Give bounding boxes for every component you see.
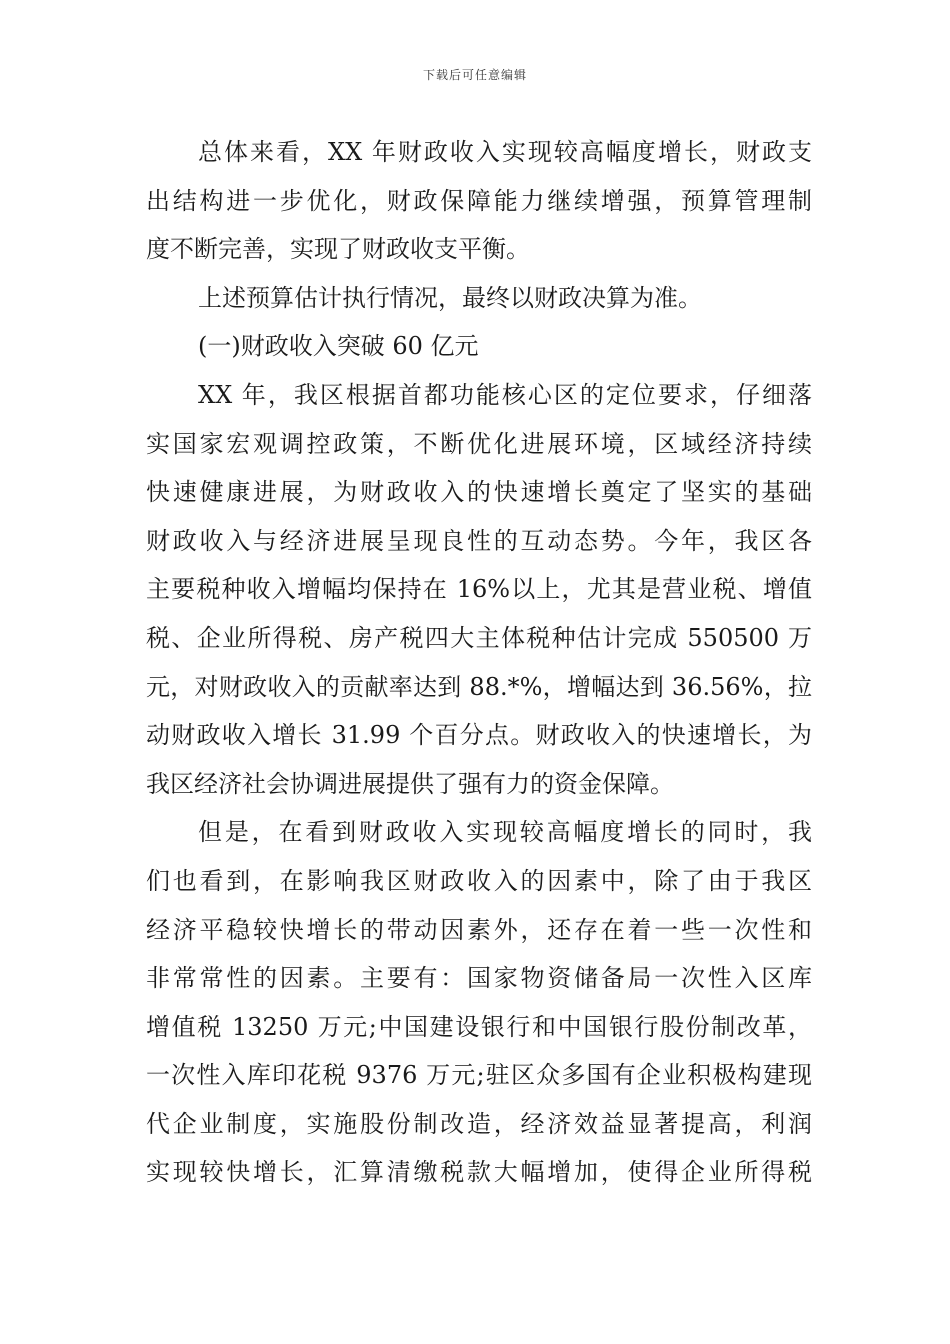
text-line: 们也看到，在影响我区财政收入的因素中，除了由于我区 (146, 866, 812, 895)
text-line: XX 年，我区根据首都功能核心区的定位要求，仔细落 (198, 380, 812, 409)
text-line: 实现较快增长，汇算清缴税款大幅增加，使得企业所得税 (146, 1158, 812, 1187)
text-line: 非常常性的因素。主要有：国家物资储备局一次性入区库 (146, 964, 812, 993)
text-line: 总体来看，XX 年财政收入实现较高幅度增长，财政支 (198, 138, 812, 166)
text-line: 代企业制度，实施股份制改造，经济效益显著提高，利润 (146, 1109, 812, 1138)
text-line: 动财政收入增长 31.99 个百分点。财政收入的快速增长，为 (146, 721, 812, 750)
text-line: 快速健康进展，为财政收入的快速增长奠定了坚实的基础 (146, 478, 812, 507)
text-line: 但是，在看到财政收入实现较高幅度增长的同时，我 (198, 818, 812, 847)
text-line: 实国家宏观调控政策，不断优化进展环境，区域经济持续 (146, 429, 812, 458)
text-line: 出结构进一步优化，财政保障能力继续增强，预算管理制 (146, 186, 812, 215)
text-line: 经济平稳较快增长的带动因素外，还存在着一些一次性和 (146, 915, 812, 944)
page-header: 下载后可任意编辑 (422, 68, 527, 82)
text-line: 一次性入库印花税 9376 万元;驻区众多国有企业积极构建现 (146, 1061, 812, 1090)
text-line: 度不断完善，实现了财政收支平衡。 (146, 235, 530, 264)
text-line: 增值税 13250 万元;中国建设银行和中国银行股份制改革， (146, 1012, 812, 1041)
document-body (146, 128, 812, 1197)
text-line: (一)财政收入突破 60 亿元 (198, 332, 479, 361)
text-line: 我区经济社会协调进展提供了强有力的资金保障。 (146, 769, 674, 798)
text-line: 元，对财政收入的贡献率达到 88.*%，增幅达到 36.56%，拉 (146, 672, 812, 701)
text-line: 税、企业所得税、房产税四大主体税种估计完成 550500 万 (146, 623, 812, 652)
text-line: 上述预算估计执行情况，最终以财政决算为准。 (198, 283, 702, 312)
text-line: 财政收入与经济进展呈现良性的互动态势。今年，我区各 (146, 526, 812, 555)
text-line: 主要税种收入增幅均保持在 16%以上，尤其是营业税、增值 (146, 575, 812, 604)
